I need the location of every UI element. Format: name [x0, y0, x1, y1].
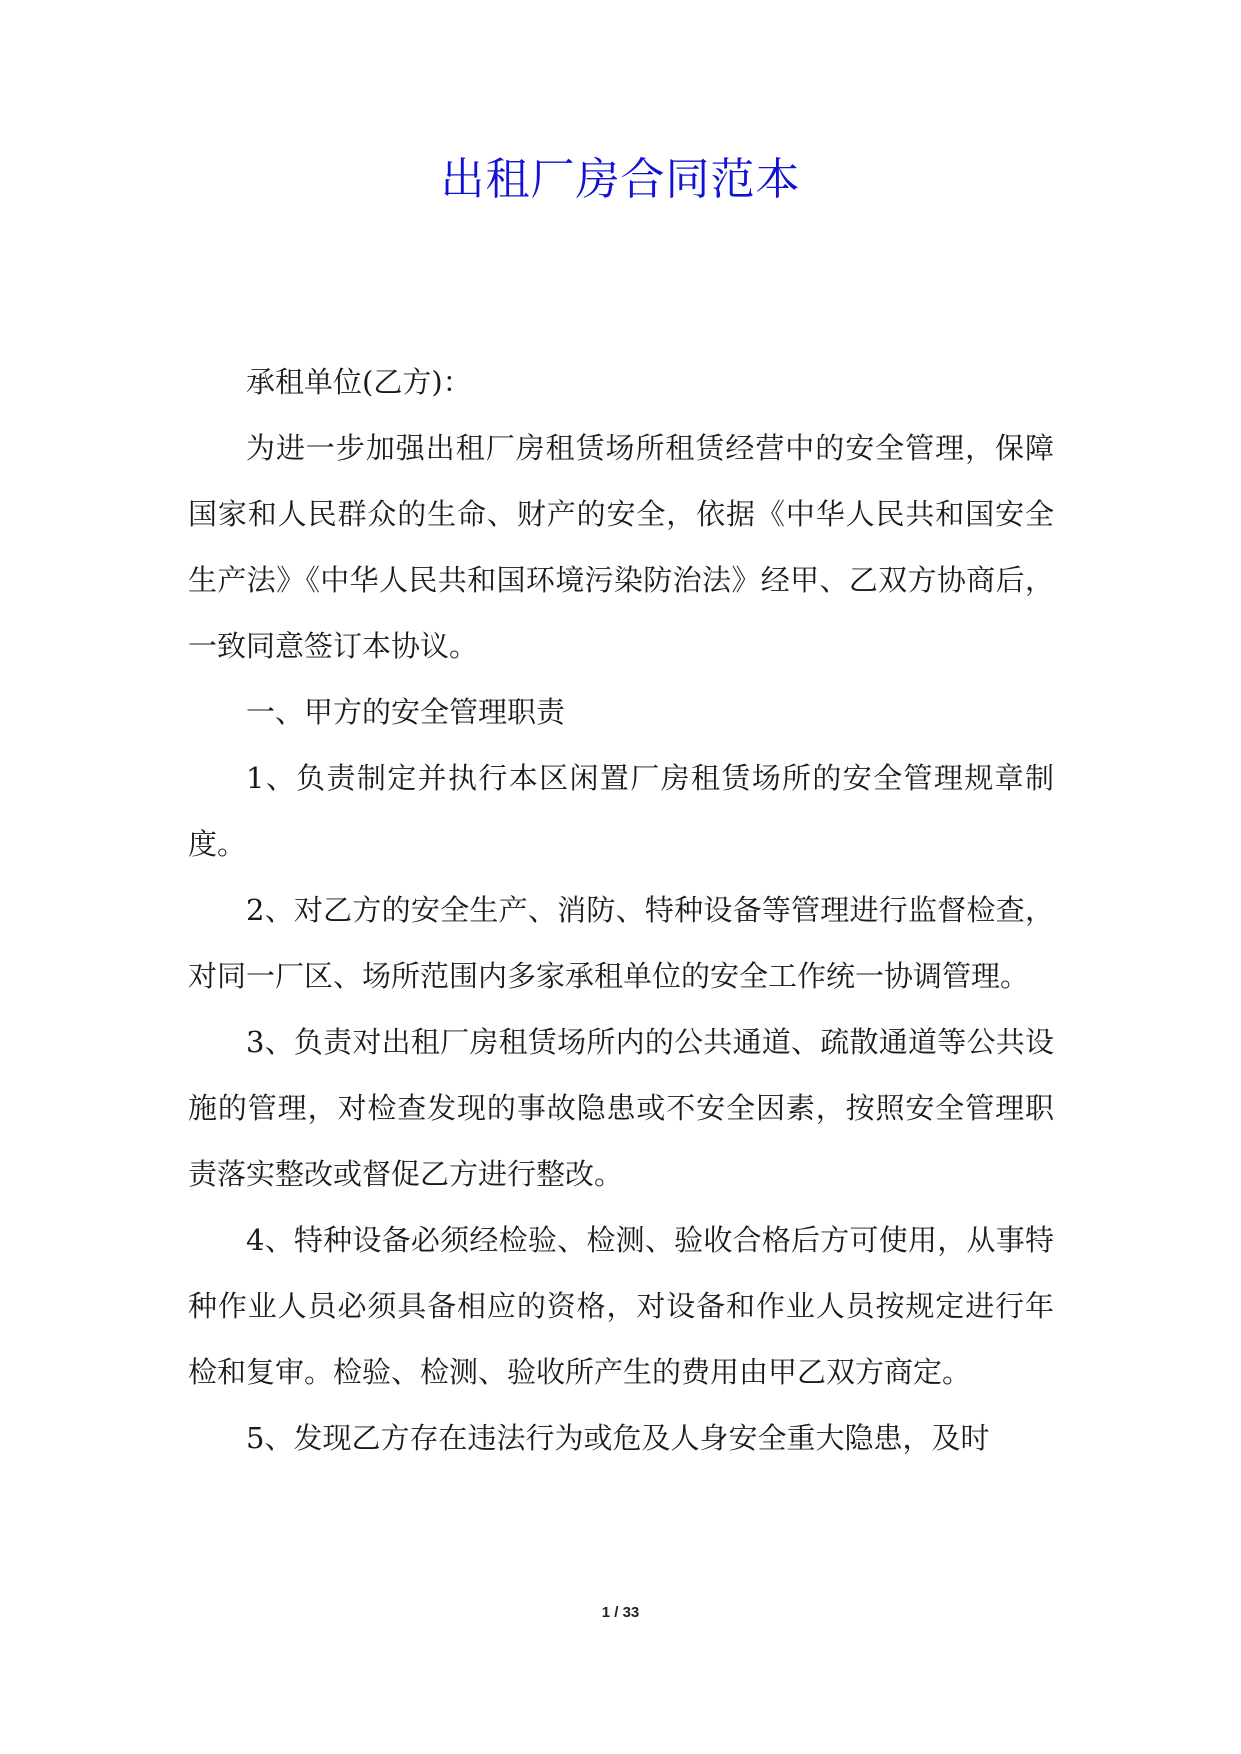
document-body: [188, 349, 1054, 1471]
page-number: 1 / 33: [601, 1604, 640, 1621]
clause-5: 5、发现乙方存在违法行为或危及人身安全重大隐患，及时: [246, 1421, 990, 1455]
clause-1: 1、负责制定并执行本区闲置厂房租赁场所的安全管理规章制度。: [188, 761, 1054, 861]
paragraph-preamble: 为进一步加强出租厂房租赁场所租赁经营中的安全管理，保障国家和人民群众的生命、财产的安全，依据《中华人民共和国安全生产法》《中华人民共和国环境污染防治法》经甲、乙双方协商后，一致同意签订本协议。: [188, 431, 1054, 663]
clause-3: 3、负责对出租厂房租赁场所内的公共通道、疏散通道等公共设施的管理，对检查发现的事故隐患或不安全因素，按照安全管理职责落实整改或督促乙方进行整改。: [188, 1025, 1054, 1191]
paragraph-lessee: 承租单位(乙方)：: [246, 365, 472, 399]
document-title: 出租厂房合同范本: [440, 154, 801, 205]
section-heading-party-a: 一、甲方的安全管理职责: [246, 695, 566, 729]
clause-2: 2、对乙方的安全生产、消防、特种设备等管理进行监督检查，对同一厂区、场所范围内多家承租单位的安全工作统一协调管理。: [188, 893, 1054, 993]
clause-4: 4、特种设备必须经检验、检测、验收合格后方可使用，从事特种作业人员必须具备相应的资格，对设备和作业人员按规定进行年检和复审。检验、检测、验收所产生的费用由甲乙双方商定。: [188, 1223, 1054, 1389]
